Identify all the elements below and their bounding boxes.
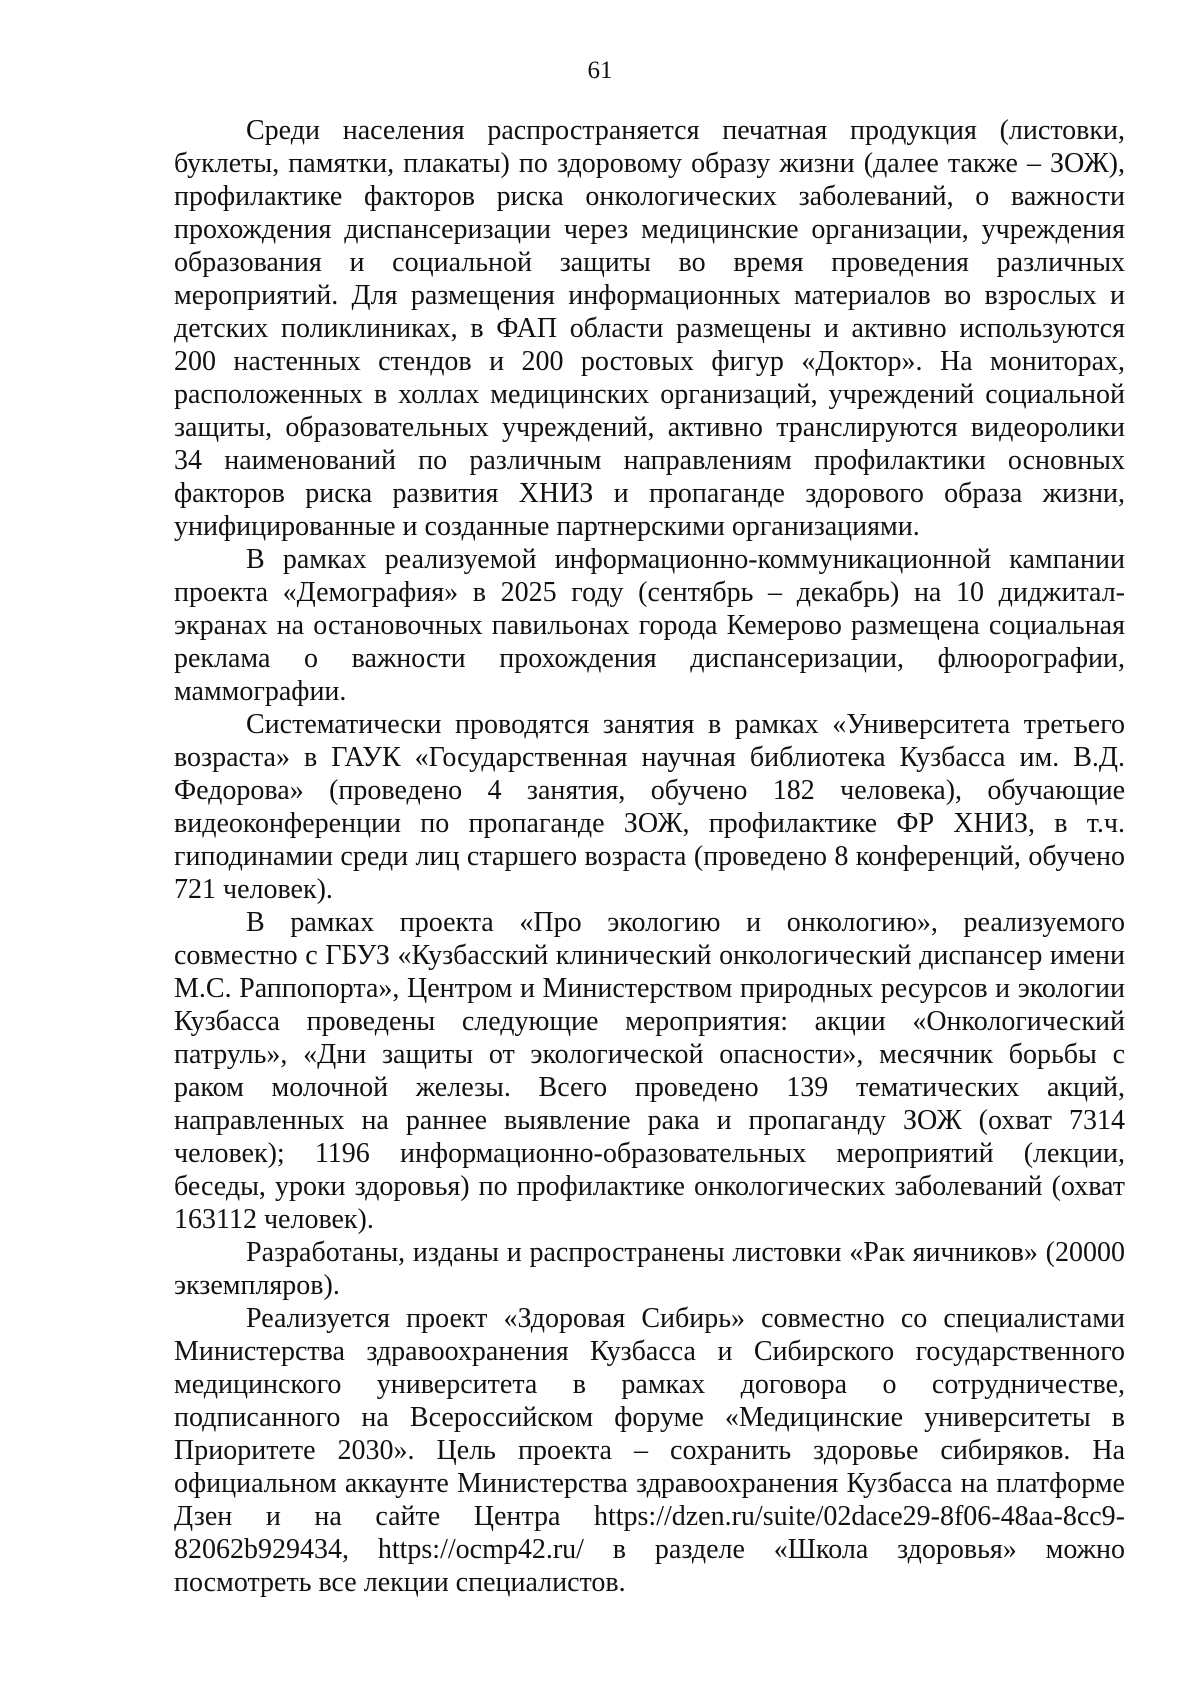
page-number: 61	[587, 57, 613, 84]
paragraph-ecology-oncology: В рамках проекта «Про экологию и онкологию», реализуемого совместно с ГБУЗ «Кузбасский клинический онкологический диспансер имени М.С. Раппопорта», Центром и Министерством природных ресурсов и экологии Кузбасса проведены следующие мероприятия: акции «Онкологический патруль», «Дни защиты от экологической опасности», месячник борьбы с раком молочной железы. Всего проведено 139 тематических акций, направленных на раннее выявление рака и пропаганду ЗОЖ (охват 7314 человек); 1196 информационно-образовательных мероприятий (лекции, беседы, уроки здоровья) по профилактике онкологических заболеваний (охват 163112 человек).	[174, 907, 1125, 1235]
paragraph-leaflets: Разработаны, изданы и распространены листовки «Рак яичников» (20000 экземпляров).	[174, 1237, 1125, 1301]
paragraph-demography-campaign: В рамках реализуемой информационно-коммуникационной кампании проекта «Демография» в 2025 году (сентябрь – декабрь) на 10 диджитал-экранах на остановочных павильонах города Кемерово размещена социальная реклама о важности прохождения диспансеризации, флюорографии, маммографии.	[174, 544, 1125, 707]
document-body	[174, 114, 1125, 1599]
paragraph-third-age-university: Систематически проводятся занятия в рамках «Университета третьего возраста» в ГАУК «Государственная научная библиотека Кузбасса им. В.Д. Федорова» (проведено 4 занятия, обучено 182 человека), обучающие видеоконференции по пропаганде ЗОЖ, профилактике ФР ХНИЗ, в т.ч. гиподинамии среди лиц старшего возраста (проведено 8 конференций, обучено 721 человек).	[174, 709, 1125, 905]
paragraph-healthy-siberia: Реализуется проект «Здоровая Сибирь» совместно со специалистами Министерства здравоохранения Кузбасса и Сибирского государственного медицинского университета в рамках договора о сотрудничестве, подписанного на Всероссийском форуме «Медицинские университеты в Приоритете 2030». Цель проекта – сохранить здоровье сибиряков. На официальном аккаунте Министерства здравоохранения Кузбасса на платформе Дзен и на сайте Центра https://dzen.ru/suite/02dace29-8f06-48aa-8cc9-82062b929434, https://ocmp42.ru/ в разделе «Школа здоровья» можно посмотреть все лекции специалистов.	[174, 1303, 1125, 1598]
paragraph-printed-materials: Среди населения распространяется печатная продукция (листовки, буклеты, памятки, плакаты) по здоровому образу жизни (далее также – ЗОЖ), профилактике факторов риска онкологических заболеваний, о важности прохождения диспансеризации через медицинские организации, учреждения образования и социальной защиты во время проведения различных мероприятий. Для размещения информационных материалов во взрослых и детских поликлиниках, в ФАП области размещены и активно используются 200 настенных стендов и 200 ростовых фигур «Доктор». На мониторах, расположенных в холлах медицинских организаций, учреждений социальной защиты, образовательных учреждений, активно транслируются видеоролики 34 наименований по различным направлениям профилактики основных факторов риска развития ХНИЗ и пропаганде здорового образа жизни, унифицированные и созданные партнерскими организациями.	[174, 115, 1125, 542]
